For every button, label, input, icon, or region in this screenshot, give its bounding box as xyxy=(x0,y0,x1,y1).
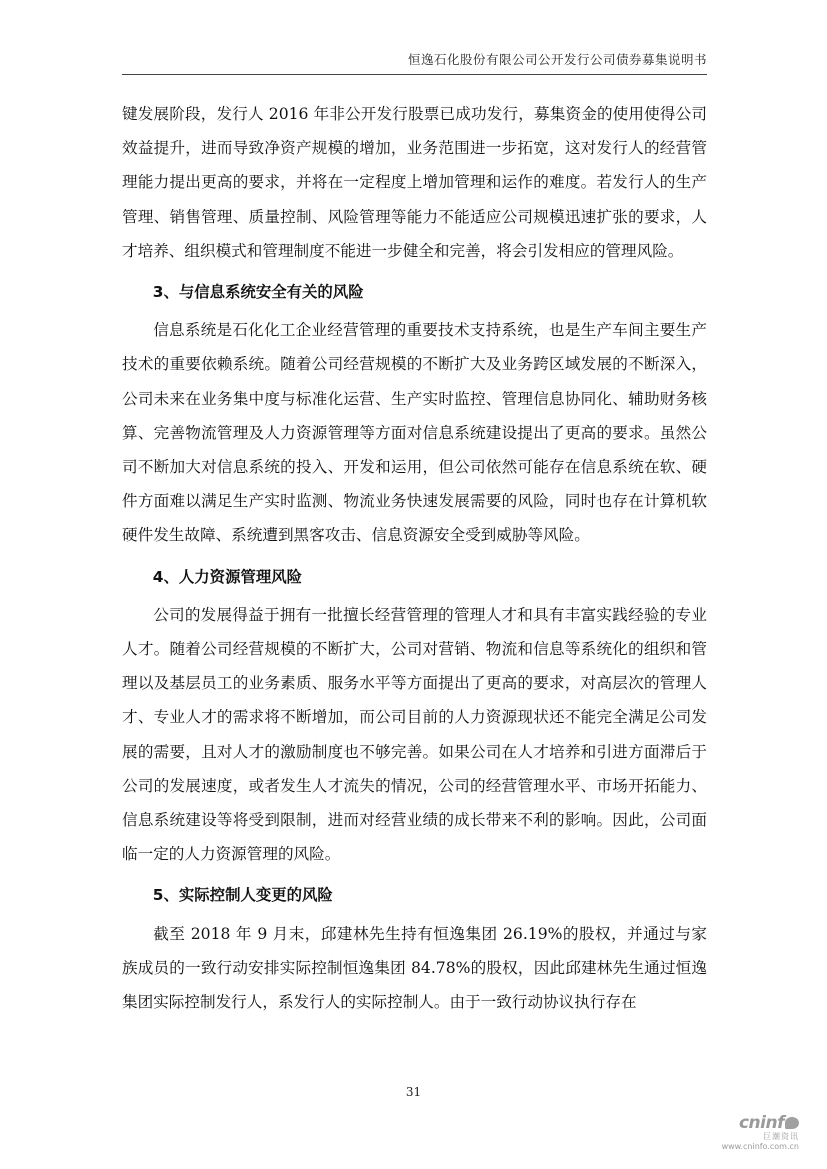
page-header-title: 恒逸石化股份有限公司公开发行公司债券募集说明书 xyxy=(407,52,707,67)
paragraph-controller-change-risk: 截至 2018 年 9 月末，邱建林先生持有恒逸集团 26.19%的股权，并通过与家族成员的一致行动安排实际控制恒逸集团 84.78%的股权，因此邱建林先生通过恒逸集团实际控制发行人，系发行人的实际控制人。由于一致行动协议执行存在 xyxy=(122,924,707,1012)
header-divider xyxy=(122,74,707,75)
paragraph-hr-risk: 公司的发展得益于拥有一批擅长经营管理的管理人才和具有丰富实践经验的专业人才。随着公司经营规模的不断扩大，公司对营销、物流和信息等系统化的组织和管理以及基层员工的业务素质、服务水平等方面提出了更高的要求，对高层次的管理人才、专业人才的需求将不断增加，而公司目前的人力资源现状还不能完全满足公司发展的需要，且对人才的激励制度也不够完善。如果公司在人才培养和引进方面滞后于公司的发展速度，或者发生人才流失的情况，公司的经营管理水平、市场开拓能力、信息系统建设等将受到限制，进而对经营业绩的成长带来不利的影响。因此，公司面临一定的人力资源管理的风险。 xyxy=(122,605,707,864)
document-body xyxy=(122,97,707,1019)
cninf-watermark-logo xyxy=(722,1113,799,1151)
paragraph-info-system-risk: 信息系统是石化化工企业经营管理的重要技术支持系统，也是生产车间主要生产技术的重要依赖系统。随着公司经营规模的不断扩大及业务跨区域发展的不断深入，公司未来在业务集中度与标准化运营、生产实时监控、管理信息协同化、辅助财务核算、完善物流管理及人力资源管理等方面对信息系统建设提出了更高的要求。虽然公司不断加大对信息系统的投入、开发和运用，但公司依然可能存在信息系统在软、硬件方面难以满足生产实时监测、物流业务快速发展需要的风险，同时也存在计算机软硬件发生故障、系统遭到黑客攻击、信息资源安全受到威胁等风险。 xyxy=(122,321,707,545)
section-heading-hr-risk: 4、人力资源管理风险 xyxy=(152,567,303,586)
section-heading-info-system-risk: 3、与信息系统安全有关的风险 xyxy=(152,283,364,302)
logo-brand-text: cninf xyxy=(738,1113,784,1133)
cninf-logo-icon xyxy=(785,1117,799,1129)
section-heading-controller-change-risk: 5、实际控制人变更的风险 xyxy=(152,886,333,905)
page-number: 31 xyxy=(405,1085,422,1099)
paragraph-management-risk-continued: 键发展阶段，发行人 2016 年非公开发行股票已成功发行，募集资金的使用使得公司效益提升，进而导致净资产规模的增加，业务范围进一步拓宽，这对发行人的经营管理能力提出更高的要求，并将在一定程度上增加管理和运作的难度。若发行人的生产管理、销售管理、质量控制、风险管理等能力不能适应公司规模迅速扩张的要求，人才培养、组织模式和管理制度不能进一步健全和完善，将会引发相应的管理风险。 xyxy=(122,105,707,260)
logo-url: www.cninfo.com.cn xyxy=(721,1142,799,1151)
logo-brand-cn: 巨潮资讯 xyxy=(763,1132,799,1141)
